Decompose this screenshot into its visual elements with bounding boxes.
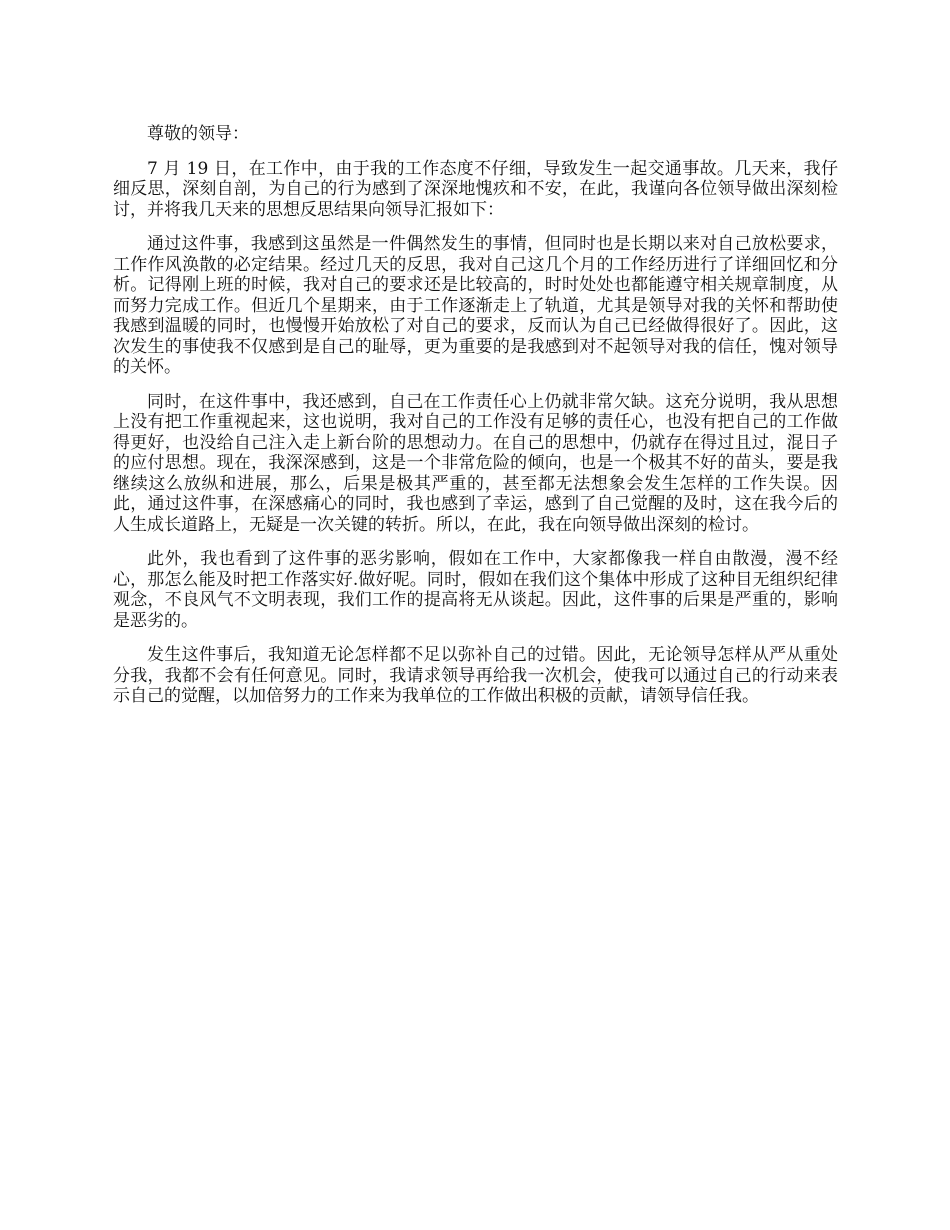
paragraph-impact: 此外，我也看到了这件事的恶劣影响，假如在工作中，大家都像我一样自由散漫，漫不经心，那怎么能及时把工作落实好.做好呢。同时，假如在我们这个集体中形成了这种目无组织纪律观念，不良风气不文明表现，我们工作的提高将无从谈起。因此，这件事的后果是严重的，影响是恶劣的。	[113, 549, 838, 631]
salutation: 尊敬的领导：	[147, 124, 249, 144]
paragraph-responsibility: 同时，在这件事中，我还感到，自己在工作责任心上仍就非常欠缺。这充分说明，我从思想上没有把工作重视起来，这也说明，我对自己的工作没有足够的责任心，也没有把自己的工作做得更好，也没给自己注入走上新台阶的思想动力。在自己的思想中，仍就存在得过且过，混日子的应付思想。现在，我深深感到，这是一个非常危险的倾向，也是一个极其不好的苗头，要是我继续这么放纵和进展，那么，后果是极其严重的，甚至都无法想象会发生怎样的工作失误。因此，通过这件事，在深感痛心的同时，我也感到了幸运，感到了自己觉醒的及时，这在我今后的人生成长道路上，无疑是一次关键的转折。所以，在此，我在向领导做出深刻的检讨。	[113, 391, 838, 535]
document-page	[113, 124, 838, 721]
paragraph-request: 发生这件事后，我知道无论怎样都不足以弥补自己的过错。因此，无论领导怎样从严从重处分我，我都不会有任何意见。同时，我请求领导再给我一次机会，使我可以通过自己的行动来表示自己的觉醒，以加倍努力的工作来为我单位的工作做出积极的贡献，请领导信任我。	[113, 645, 838, 706]
paragraph-incident: 7 月 19 日，在工作中，由于我的工作态度不仔细，导致发生一起交通事故。几天来，我仔细反思，深刻自剖，为自己的行为感到了深深地愧疚和不安，在此，我谨向各位领导做出深刻检讨，并将我几天来的思想反思结果向领导汇报如下：	[113, 158, 838, 220]
paragraph-reflection: 通过这件事，我感到这虽然是一件偶然发生的事情，但同时也是长期以来对自己放松要求，工作作风涣散的必定结果。经过几天的反思，我对自己这几个月的工作经历进行了详细回忆和分析。记得刚上班的时候，我对自己的要求还是比较高的，时时处处也都能遵守相关规章制度，从而努力完成工作。但近几个星期来，由于工作逐渐走上了轨道，尤其是领导对我的关怀和帮助使我感到温暖的同时，也慢慢开始放松了对自己的要求，反而认为自己已经做得很好了。因此，这次发生的事使我不仅感到是自己的耻辱，更为重要的是我感到对不起领导对我的信任，愧对领导的关怀。	[113, 234, 838, 377]
